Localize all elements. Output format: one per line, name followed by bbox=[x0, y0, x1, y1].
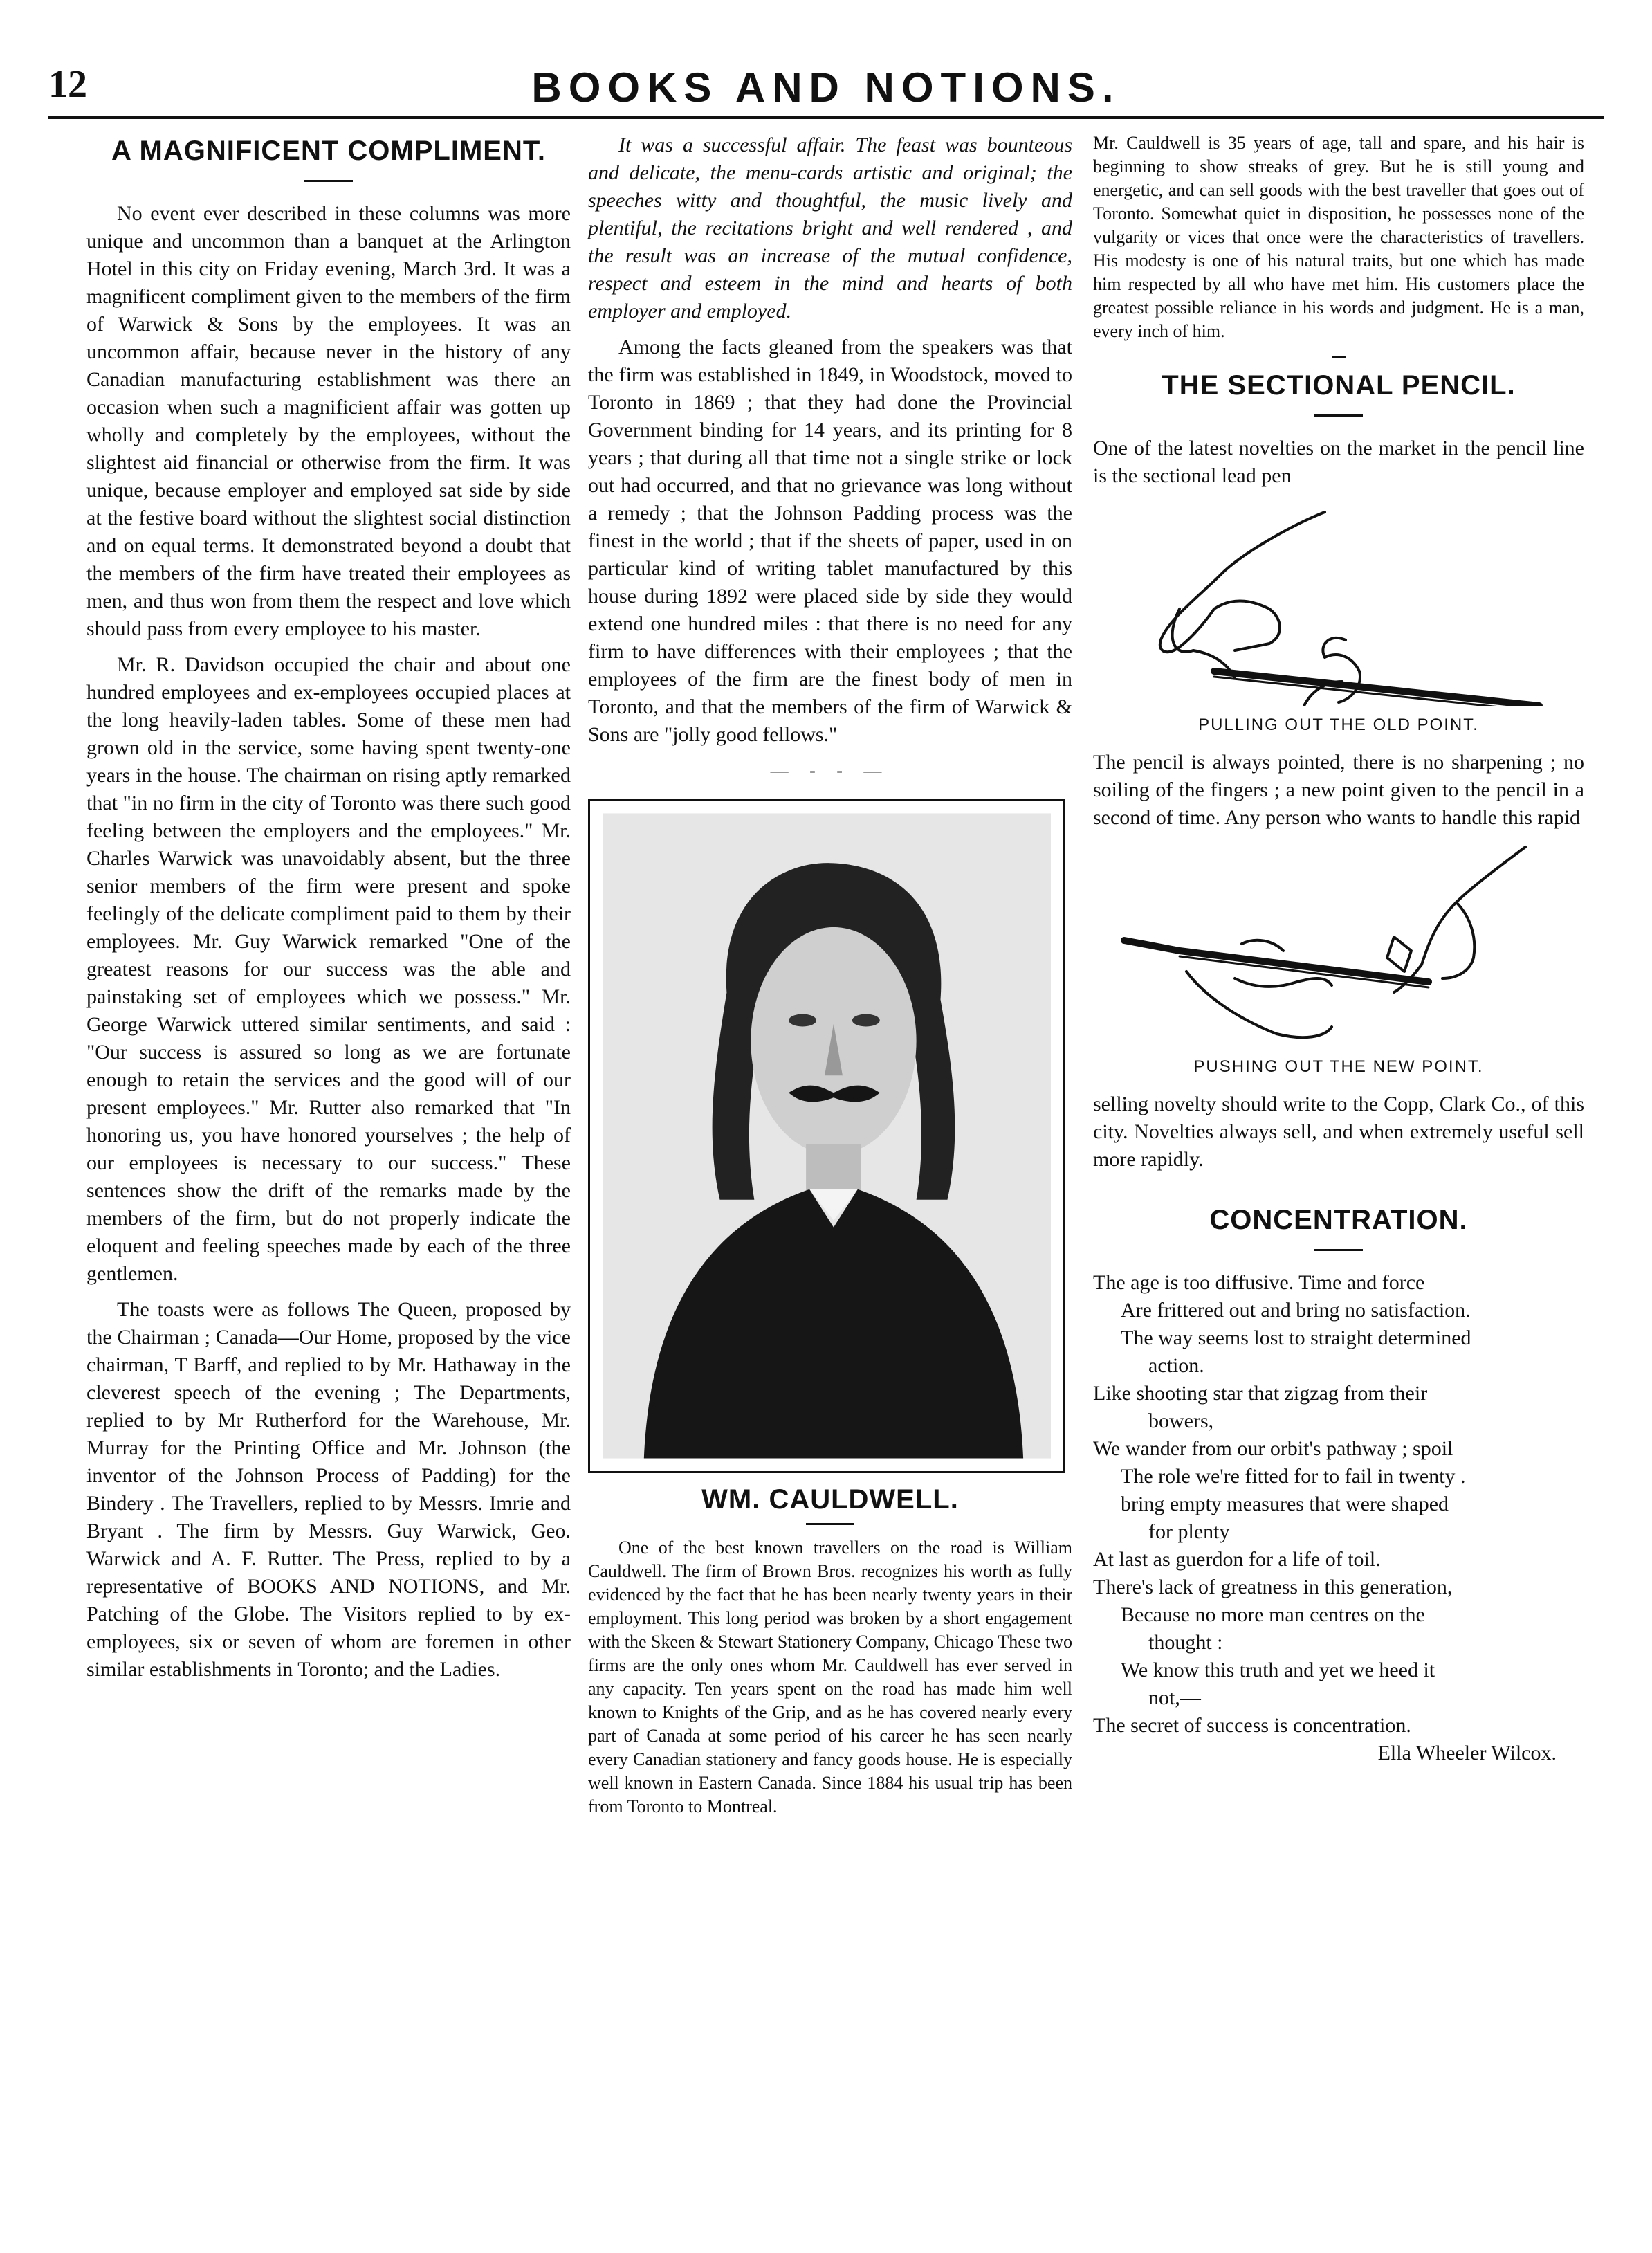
poem-line: The secret of success is concentration. bbox=[1093, 1714, 1411, 1737]
column-1 bbox=[86, 131, 571, 1692]
paragraph: One of the best known travellers on the road is William Cauldwell. The firm of Brown Bros. recognizes his worth as fully evidenced by the fact that he has been nearly twenty years in their employment. This long period was broken by a short engagement with the Skeen & Stewart Stationery Company, Chicago These two firms are the only ones whom Mr. Cauldwell has ever served in any capacity. Ten years spent on the road has made him well known to Knights of the Grip, and as he has covered nearly every part of Canada at some period of his career he has seen nearly every Canadian stationery and fancy goods house. He is especially well known in Eastern Canada. Since 1884 his usual trip has been from Toronto to Montreal. bbox=[588, 1538, 1072, 1816]
paragraph: The toasts were as follows The Queen, proposed by the Chairman ; Canada—Our Home, proposed by the vice chairman, T Barff, and replied to by Mr. Hathaway in the cleverest speech of the evening ; The Departments, replied to by Mr Rutherford for the Warehouse, Mr. Murray for the Printing Office and Mr. Johnson (the inventor of the Johnson Process of Padding) for the Bindery . The Travellers, replied to by Messrs. Imrie and Bryant . The firm by Messrs. Guy Warwick, Geo. Warwick and A. F. Rutter. The Press, replied to by a representative of BOOKS AND NOTIONS, and Mr. Patching of the Globe. The Visitors replied to by ex-employees, six or seven of whom are foremen in other similar establishments in Toronto; and the Ladies. bbox=[86, 1298, 571, 1681]
column-2 bbox=[588, 131, 1072, 1827]
article-title-cauldwell: WM. CAULDWELL. bbox=[701, 1484, 959, 1515]
paragraph: No event ever described in these columns was more unique and uncommon than a banquet at the Arlington Hotel in this city on Friday evening, March 3rd. It was a magnificent compliment given to the members of the firm of Warwick & Sons by the employees. It was an uncommon affair, because never in the history of any Canadian manufacturing establishment was there an occasion when such a magnificient affair was gotten up wholly and completely by the employees, without the slightest aid financial or otherwise from the firm. It was unique, because employer and employed sat side by side at the festive board without the slightest social distinction and on equal terms. It demonstrated beyond a doubt that the members of the firm have treated their employees as men, and thus won from them the respect and love which should pass from every employee to his master. bbox=[86, 202, 571, 640]
article-title-pencil: THE SECTIONAL PENCIL. bbox=[1162, 370, 1516, 401]
publication-title: BOOKS AND NOTIONS. bbox=[531, 64, 1121, 111]
title-divider bbox=[1314, 414, 1363, 417]
portrait-illustration bbox=[603, 813, 1051, 1459]
poem-line: We know this truth and yet we heed it bbox=[1121, 1659, 1435, 1681]
poem-line: bring empty measures that were shaped bbox=[1121, 1493, 1449, 1515]
pencil-pushing-illustration bbox=[1096, 840, 1581, 1048]
paragraph: Among the facts gleaned from the speakers was that the firm was established in 1849, in Woodstock, moved to Toronto in 1869 ; that they had done the Provincial Government binding for 14 years, and its printing for 8 years ; that during all that time not a single strike or lock out had occurred, and that no grievance was long without a remedy ; that the Johnson Padding process was the finest in the world ; that if the sheets of paper, used in on particular kind of writing tablet manufactured by this house during 1892 were placed side by side they would extend one hundred miles : that there is no need for any firm to have differences with their employees ; that the employees of the firm are the finest body of men in Toronto, and that the members of the firm of Warwick & Sons are "jolly good fellows." bbox=[588, 336, 1072, 746]
paragraph: Mr. R. Davidson occupied the chair and about one hundred employees and ex-employees occupied places at the long heavily-laden tables. Some of these men had grown old in the service, some having spent twenty-one years in the house. The chairman on rising aptly remarked that "in no firm in the city of Toronto was there such good feeling between the employers and the employees." Mr. Charles Warwick was unavoidably absent, but the three senior members of the firm were present and spoke feelingly of the delicate compliment paid to them by their employees. Mr. Guy Warwick remarked "One of the greatest reasons for our success was the able and painstaking set of employees which we possess." Mr. George Warwick uttered similar sentiments, and said : "Our success is assured so long as we are fortunate enough to retain the services and the good will of our present employees." Mr. Rutter also remarked that "In honoring us, you have honored yourselves ; the help of our employees is necessary to our success." These sentences show the drift of the remarks made by the members of the firm, but do not properly indicate the eloquent and feeling speeches made by each of the three gentlemen. bbox=[86, 653, 571, 1285]
column-3 bbox=[1093, 131, 1584, 1767]
section-separator bbox=[1332, 356, 1346, 358]
poem-line: At last as guerdon for a life of toil. bbox=[1093, 1548, 1381, 1571]
figure-caption: PUSHING OUT THE NEW POINT. bbox=[1193, 1057, 1484, 1076]
figure-caption: PULLING OUT THE OLD POINT. bbox=[1198, 715, 1479, 734]
poem-line: thought : bbox=[1148, 1631, 1223, 1654]
paragraph: One of the latest novelties on the market in the pencil line is the sectional lead pen bbox=[1093, 437, 1584, 487]
poem bbox=[1093, 1269, 1584, 1740]
header-rule bbox=[48, 116, 1604, 119]
pencil-pulling-illustration bbox=[1096, 498, 1581, 706]
poem-line: not,— bbox=[1148, 1686, 1201, 1709]
poem-line: bowers, bbox=[1148, 1410, 1214, 1432]
paragraph: selling novelty should write to the Copp, Clark Co., of this city. Novelties always sell, and when extremely useful sell more rapidly. bbox=[1093, 1093, 1584, 1171]
title-divider bbox=[304, 180, 353, 182]
section-separator: — - - — bbox=[770, 760, 890, 781]
poem-line: The role we're fitted for to fail in twenty . bbox=[1121, 1465, 1466, 1488]
article-title-compliment: A MAGNIFICENT COMPLIMENT. bbox=[111, 136, 546, 166]
paragraph: It was a successful affair. The feast was bounteous and delicate, the menu-cards artistic and original; the speeches witty and thoughtful, the music lively and plentiful, the recitations bright and well rendered , and the result was an increase of the mutual confidence, respect and esteem in the mind and hearts of both employer and employed. bbox=[588, 134, 1072, 322]
paragraph: The pencil is always pointed, there is no sharpening ; no soiling of the fingers ; a new point given to the pencil in a second of time. Any person who wants to handle this rapid bbox=[1093, 751, 1584, 829]
poem-line: The age is too diffusive. Time and force bbox=[1093, 1271, 1425, 1294]
title-divider bbox=[806, 1523, 854, 1525]
paragraph: Mr. Cauldwell is 35 years of age, tall and spare, and his hair is beginning to show streaks of grey. But he is still young and energetic, and can sell goods with the best traveller that goes out of Toronto. Somewhat quiet in disposition, he possesses none of the vulgarity or vices that once were the characteristics of travellers. His modesty is one of his natural traits, but one which has made him respected by all who have met him. His customers place the greatest possible reliance in his words and judgment. He is a man, every inch of him. bbox=[1093, 133, 1584, 341]
poem-line: We wander from our orbit's pathway ; spoil bbox=[1093, 1437, 1453, 1460]
article-title-concentration: CONCENTRATION. bbox=[1209, 1205, 1468, 1235]
poem-line: Because no more man centres on the bbox=[1121, 1603, 1425, 1626]
poem-line: Are frittered out and bring no satisfaction. bbox=[1121, 1299, 1471, 1322]
poem-line: Like shooting star that zigzag from their bbox=[1093, 1382, 1428, 1405]
title-divider bbox=[1314, 1249, 1363, 1251]
poem-line: for plenty bbox=[1148, 1520, 1230, 1543]
page-number: 12 bbox=[48, 63, 87, 106]
portrait-photo bbox=[588, 799, 1065, 1473]
poem-line: There's lack of greatness in this generation, bbox=[1093, 1576, 1453, 1598]
poem-line: The way seems lost to straight determined bbox=[1121, 1326, 1471, 1349]
poem-line: action. bbox=[1148, 1354, 1204, 1377]
poem-author: Ella Wheeler Wilcox. bbox=[1377, 1742, 1557, 1764]
